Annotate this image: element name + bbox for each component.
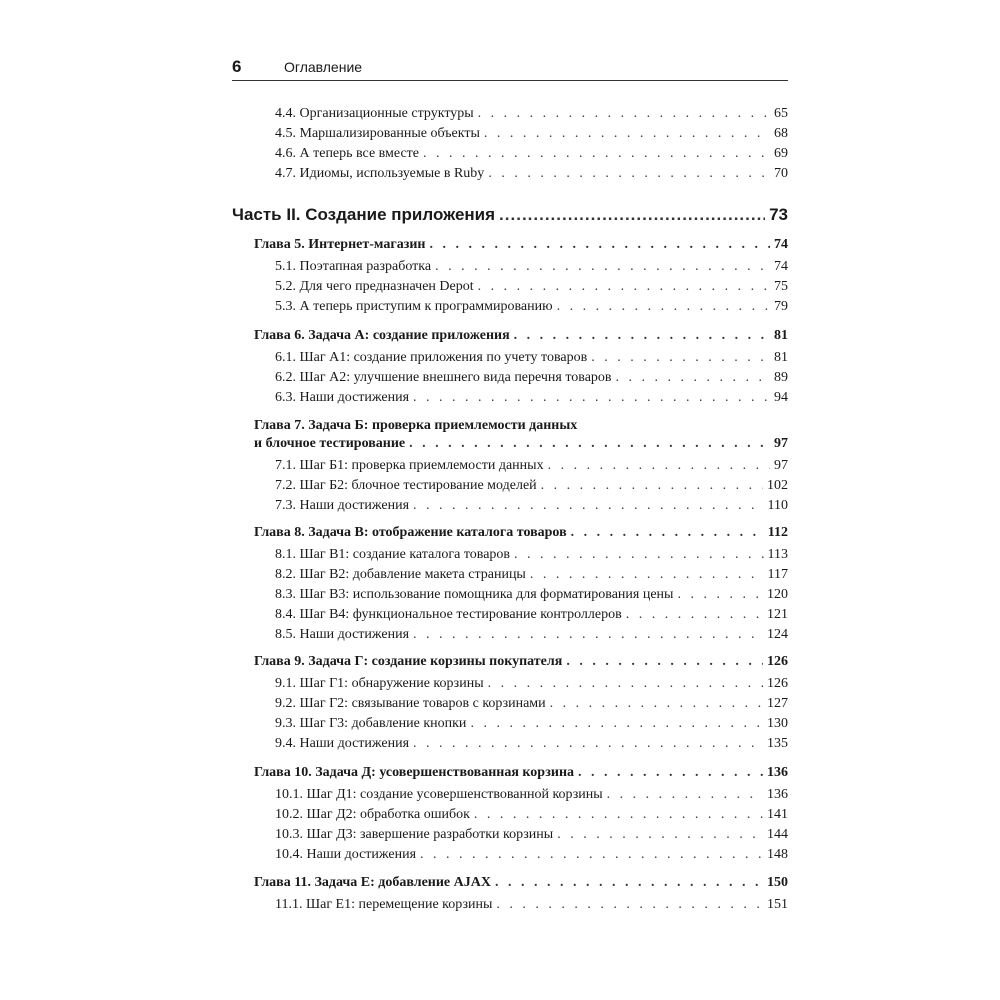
toc-section-entry [250,625,788,645]
toc-entry-page: 148 [767,847,788,862]
running-head-title: Оглавление [284,59,363,75]
toc-chapter-page: 150 [767,875,788,890]
toc-entry-title: 4.6. А теперь все вместе [275,146,419,161]
toc-entry-page: 70 [774,166,788,181]
toc-section-entry [250,734,788,754]
dot-leader [616,368,770,388]
dot-leader [514,326,770,346]
dot-leader [550,694,763,714]
toc-entry-title: 8.4. Шаг В4: функциональное тестирование контроллеров [275,607,622,622]
toc-section-entry [250,714,788,734]
toc-entry-title: 10.1. Шаг Д1: создание усовершенствованной корзины [275,787,603,802]
toc-entry-page: 65 [774,106,788,121]
dot-leader [423,144,770,164]
toc-section-entry [250,605,788,625]
toc-entry-title: 8.1. Шаг В1: создание каталога товаров [275,547,511,562]
toc-part-title: Часть II. Создание приложения [232,205,496,224]
toc-entry-title: 6.2. Шаг А2: улучшение внешнего вида перечня товаров [275,370,612,385]
toc-entry-page: 89 [774,370,788,385]
toc-entry-page: 113 [767,547,788,562]
dot-leader [514,545,763,565]
dot-leader [578,763,763,783]
toc-section-entry [250,674,788,694]
dot-leader [488,164,770,184]
toc-entry-title: 4.4. Организационные структуры [275,106,474,121]
dot-leader [413,496,763,516]
toc-entry-title: 10.2. Шаг Д2: обработка ошибок [275,807,470,822]
toc-chapter-page: 74 [774,237,788,252]
toc-chapter-title-line1: Глава 7. Задача Б: проверка приемлемости данных [254,418,578,433]
dot-leader [435,257,770,277]
toc-entry-title: 8.3. Шаг В3: использование помощника для форматирования цены [275,587,674,602]
toc-section-entry [250,585,788,605]
toc-section-entry [250,297,788,317]
toc-entry-page: 144 [767,827,788,842]
toc-section-entry [250,104,788,124]
toc-entry-page: 124 [767,627,788,642]
toc-entry-title: 11.1. Шаг Е1: перемещение корзины [275,897,493,912]
toc-chapter-entry [250,235,788,255]
toc-section-entry [250,388,788,408]
toc-entry-title: 10.4. Наши достижения [275,847,417,862]
toc-section-entry [250,456,788,476]
toc-section-entry [250,164,788,184]
toc-entry-title: 7.2. Шаг Б2: блочное тестирование моделей [275,478,537,493]
dot-leader [495,873,763,893]
toc-chapter-page: 136 [767,765,788,780]
dot-leader [413,625,763,645]
toc-chapter-entry [250,434,788,454]
toc-entry-title: 5.3. А теперь приступим к программированию [275,299,553,314]
toc-section-entry [250,805,788,825]
toc-section-entry [250,825,788,845]
dot-leader [626,605,763,625]
toc-section-entry [250,368,788,388]
toc-chapter-title: Глава 10. Задача Д: усовершенствованная корзина [254,765,575,780]
toc-entry-title: 6.1. Шаг А1: создание приложения по учету товаров [275,350,588,365]
toc-entry-page: 120 [767,587,788,602]
toc-entry-title: 10.3. Шаг Д3: завершение разработки корзины [275,827,554,842]
toc-chapter-entry [250,523,788,543]
toc-entry-title: 8.5. Наши достижения [275,627,410,642]
toc-entry-page: 69 [774,146,788,161]
toc-chapter-page: 112 [767,525,788,540]
dot-leader [488,674,763,694]
dot-leader [557,825,763,845]
toc-entry-page: 110 [767,498,788,513]
toc-section-entry [250,257,788,277]
dot-leader [548,456,770,476]
toc-part-page: 73 [769,205,788,224]
dot-leader [499,202,765,228]
toc-chapter-entry [250,652,788,672]
dot-leader [591,348,770,368]
toc-chapter-title: Глава 8. Задача В: отображение каталога товаров [254,525,567,540]
toc-entry-title: 8.2. Шаг В2: добавление макета страницы [275,567,526,582]
toc-entry-page: 94 [774,390,788,405]
toc-entry-title: 9.1. Шаг Г1: обнаружение корзины [275,676,484,691]
toc-chapter-page: 97 [774,436,788,451]
toc-entry-page: 151 [767,897,788,912]
toc-chapter-title: Глава 6. Задача А: создание приложения [254,328,510,343]
dot-leader [557,297,770,317]
toc-chapter-entry [250,326,788,346]
dot-leader [478,277,770,297]
toc-entry-page: 102 [767,478,788,493]
toc-chapter-page: 126 [767,654,788,669]
toc-section-entry [250,496,788,516]
dot-leader [413,388,770,408]
toc-section-entry [250,785,788,805]
toc-section-entry [250,476,788,496]
toc-entry-title: 5.2. Для чего предназначен Depot [275,279,474,294]
toc-entry-title: 7.3. Наши достижения [275,498,410,513]
toc-entry-page: 117 [767,567,788,582]
dot-leader [429,235,770,255]
toc-entry-title: 9.3. Шаг Г3: добавление кнопки [275,716,467,731]
toc-entry-page: 127 [767,696,788,711]
dot-leader [484,124,770,144]
toc-entry-page: 126 [767,676,788,691]
dot-leader [571,523,764,543]
toc-chapter-title: Глава 11. Задача Е: добавление AJAX [254,875,491,890]
dot-leader [420,845,763,865]
dot-leader [541,476,763,496]
dot-leader [607,785,763,805]
toc-chapter-title-line2: и блочное тестирование [254,436,406,451]
toc-section-entry [250,694,788,714]
toc-entry-page: 121 [767,607,788,622]
dot-leader [409,434,770,454]
page-number: 6 [232,57,242,76]
toc-entry-page: 79 [774,299,788,314]
toc-entry-page: 81 [774,350,788,365]
toc-chapter-entry [250,873,788,893]
toc-chapter-title: Глава 5. Интернет-магазин [254,237,426,252]
toc-section-entry [250,845,788,865]
toc-section-entry [250,545,788,565]
toc-entry-page: 68 [774,126,788,141]
toc-entry-page: 130 [767,716,788,731]
toc-chapter-title: Глава 9. Задача Г: создание корзины покупателя [254,654,563,669]
toc-entry-title: 6.3. Наши достижения [275,390,410,405]
toc-section-entry [250,277,788,297]
toc-entry-page: 135 [767,736,788,751]
dot-leader [413,734,763,754]
toc-entry-page: 141 [767,807,788,822]
toc-section-entry [250,348,788,368]
toc-entry-page: 74 [774,259,788,274]
toc-entry-page: 136 [767,787,788,802]
dot-leader [478,104,770,124]
dot-leader [496,895,763,915]
toc-entry-title: 4.5. Маршализированные объекты [275,126,480,141]
toc-chapter-page: 81 [774,328,788,343]
dot-leader [566,652,763,672]
toc-section-entry [250,124,788,144]
toc-section-entry [250,144,788,164]
toc-entry-page: 75 [774,279,788,294]
toc-entry-title: 5.1. Поэтапная разработка [275,259,432,274]
toc-entry-title: 7.1. Шаг Б1: проверка приемлемости данных [275,458,544,473]
dot-leader [474,805,763,825]
dot-leader [470,714,763,734]
toc-part-entry [232,202,788,228]
dot-leader [530,565,764,585]
toc-section-entry [250,565,788,585]
toc-entry-title: 9.2. Шаг Г2: связывание товаров с корзинами [275,696,546,711]
toc-chapter-entry [250,763,788,783]
toc-section-entry [250,895,788,915]
toc-entry-title: 9.4. Наши достижения [275,736,410,751]
toc-entry-title: 4.7. Идиомы, используемые в Ruby [275,166,485,181]
toc-entry-page: 97 [774,458,788,473]
dot-leader [677,585,763,605]
